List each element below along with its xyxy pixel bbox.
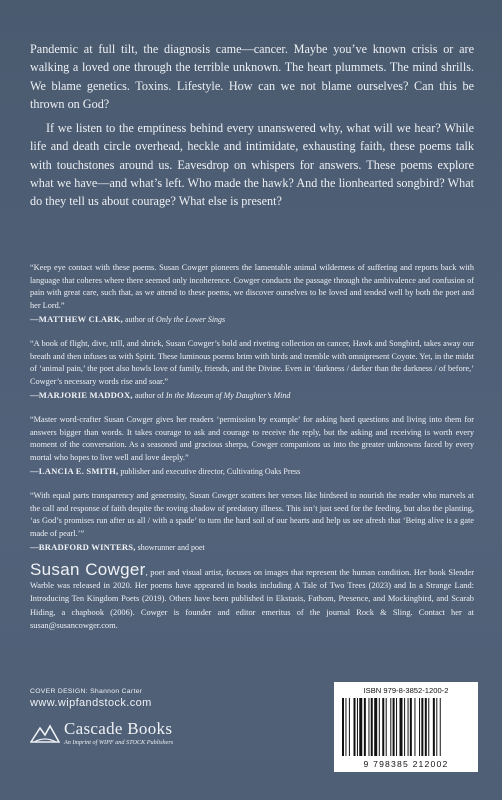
credits (30, 688, 152, 709)
endorsement-attribution (30, 541, 474, 555)
endorser-affiliation: showrunner and poet (135, 543, 205, 553)
isbn-barcode (334, 682, 478, 772)
barcode-bar (379, 698, 380, 756)
barcode-bar (393, 698, 395, 756)
mountain-logo-icon (30, 722, 60, 744)
barcode-bar (433, 698, 435, 756)
barcode-bar (419, 698, 420, 756)
barcode-bar (414, 698, 415, 756)
isbn-label: ISBN 979-8-3852-1200-2 (363, 686, 449, 695)
endorser-affiliation: author of (132, 391, 166, 401)
endorsement (30, 490, 474, 555)
barcode-bar (400, 698, 403, 756)
barcode-bar (404, 698, 405, 756)
intro-paragraph-1: Pandemic at full tilt, the diagnosis came—cancer. Maybe you’ve known crisis or are walking a loved one through the terrible unknown. The heart plummets. The mind shrills. We blame genetics. Toxins. Lifestyle. How can we not blame ourselves? Can this be thrown on God? (30, 42, 474, 111)
barcode-bar (368, 698, 369, 756)
endorsement-quote: “Master word-crafter Susan Cowger gives her readers ‘permission by example’ for asking hard questions and living into them for answers bigger than words. It takes courage to ask and courage to receive the reply, but the asking and receiving is worth every moment of the conversation. As a seasoned and gracious sherpa, Cowger companions us into the greater unknowns faced by every mortal who hopes to live well and love deeply.” (30, 414, 474, 462)
endorsement (30, 338, 474, 403)
endorsement-attribution (30, 389, 474, 403)
endorsement-quote: “Keep eye contact with these poems. Susan Cowger pioneers the lamentable animal wilderness of suffering and reports back with language that coheres where there seemed only incoherence. Cowger conducts the passage through the ambivalence and confusion of pain with great care, such that, as we attend to these poems, we discover ourselves to be loved and tended well by both the poet and her Lord.” (30, 263, 474, 310)
barcode-bar (342, 698, 344, 756)
author-bio-text: , poet and visual artist, focuses on images that represent the human condition. Her book Slender Warble was released in 2020. Her poems have appeared in books including A Tale of Two Trees (2023) and In a Strange Land: Introducing Ten Kingdom Poets (2019). Others have been published in Ekstasis, Fathom, Presence, and Mockingbird, and Scarab Hiding, a chapbook (2006). Cowger is founder and editor emeritus of the journal Rock & Sling. Contact her at susan@susancowger.com. (30, 568, 474, 630)
endorser-name: —MARJORIE MADDOX, (30, 390, 133, 401)
endorsements (30, 262, 474, 566)
publisher-tagline: An Imprint of WIPF and STOCK Publishers (64, 739, 174, 746)
endorsement-quote: “A book of flight, dive, trill, and shriek, Susan Cowger’s bold and riveting collection on cancer, Hawk and Songbird, takes away our breath and then infuses us with Spirit. These luminous poems brim with birds and tremble with omnipresent Coyote. Yet, in the midst of ‘animal pain,’ the poet also howls love of family, friends, and the Divine. Even in ‘darkness / darker than the darkness / of before,’ Cowger’s necessary words rise and soar.” (30, 338, 474, 386)
barcode-bar (428, 698, 429, 756)
barcode-bar (396, 698, 397, 756)
barcode-bar (410, 698, 412, 756)
barcode-bar (440, 698, 441, 756)
barcode-bar (364, 698, 366, 756)
barcode-bar (357, 698, 358, 756)
author-name: Susan Cowger (30, 560, 146, 579)
barcode-bar (345, 698, 346, 756)
endorser-name: —BRADFORD WINTERS, (30, 542, 136, 553)
publisher-website: www.wipfandstock.com (30, 697, 152, 709)
barcode-icon (342, 698, 470, 758)
barcode-bar (408, 698, 409, 756)
barcode-bar (421, 698, 423, 756)
endorsement-attribution (30, 465, 474, 479)
endorsement (30, 262, 474, 327)
barcode-bar (390, 698, 391, 756)
endorser-work: Only the Lower Sings (156, 315, 226, 325)
author-bio (30, 560, 474, 632)
barcode-bar (354, 698, 356, 756)
barcode-digits: 9 798385 212002 (363, 759, 449, 769)
barcode-bar (359, 698, 362, 756)
barcode-bar (371, 698, 373, 756)
barcode-bar (374, 698, 377, 756)
barcode-bar (349, 698, 350, 756)
publisher-logo (30, 720, 173, 746)
endorser-name: —LANCIA E. SMITH, (30, 466, 119, 477)
intro-description (30, 40, 474, 211)
barcode-bar (436, 698, 437, 756)
intro-paragraph-2: If we listen to the emptiness behind every unanswered why, what will we hear? While life and death circle overhead, heckle and intimidate, exhausting faith, these poems talk with touchstones around us. Eavesdrop on whispers for answers. These poems explore what we have—and what’s left. Who made the hawk? And the lionhearted songbird? What do they tell us about courage? What else is present? (30, 121, 474, 209)
endorser-affiliation: author of (122, 315, 157, 325)
endorser-name: —MATTHEW CLARK, (30, 314, 123, 325)
barcode-bar (425, 698, 427, 756)
endorsement-quote: “With equal parts transparency and generosity, Susan Cowger scatters her verses like birdseed to nourish the reader who marvels at the call and response of faith despite the roving shadow of predatory illness. This isn’t just seed for the feeding, but also the planting, ‘as God’s promises run after us all / with a spade’ to turn the hard soil of our hearts and help us see afresh that ‘Being alive is a gate made of pearl.’” (30, 490, 474, 538)
endorser-work: In the Museum of My Daughter’s Mind (165, 391, 291, 401)
cover-design-credit: COVER DESIGN: Shannon Carter (30, 688, 143, 695)
publisher-name: Cascade Books (64, 719, 173, 738)
endorser-affiliation: publisher and executive director, Cultivating Oaks Press (118, 467, 301, 477)
endorsement (30, 414, 474, 479)
endorsement-attribution (30, 313, 474, 327)
barcode-bar (386, 698, 387, 756)
barcode-bar (382, 698, 384, 756)
